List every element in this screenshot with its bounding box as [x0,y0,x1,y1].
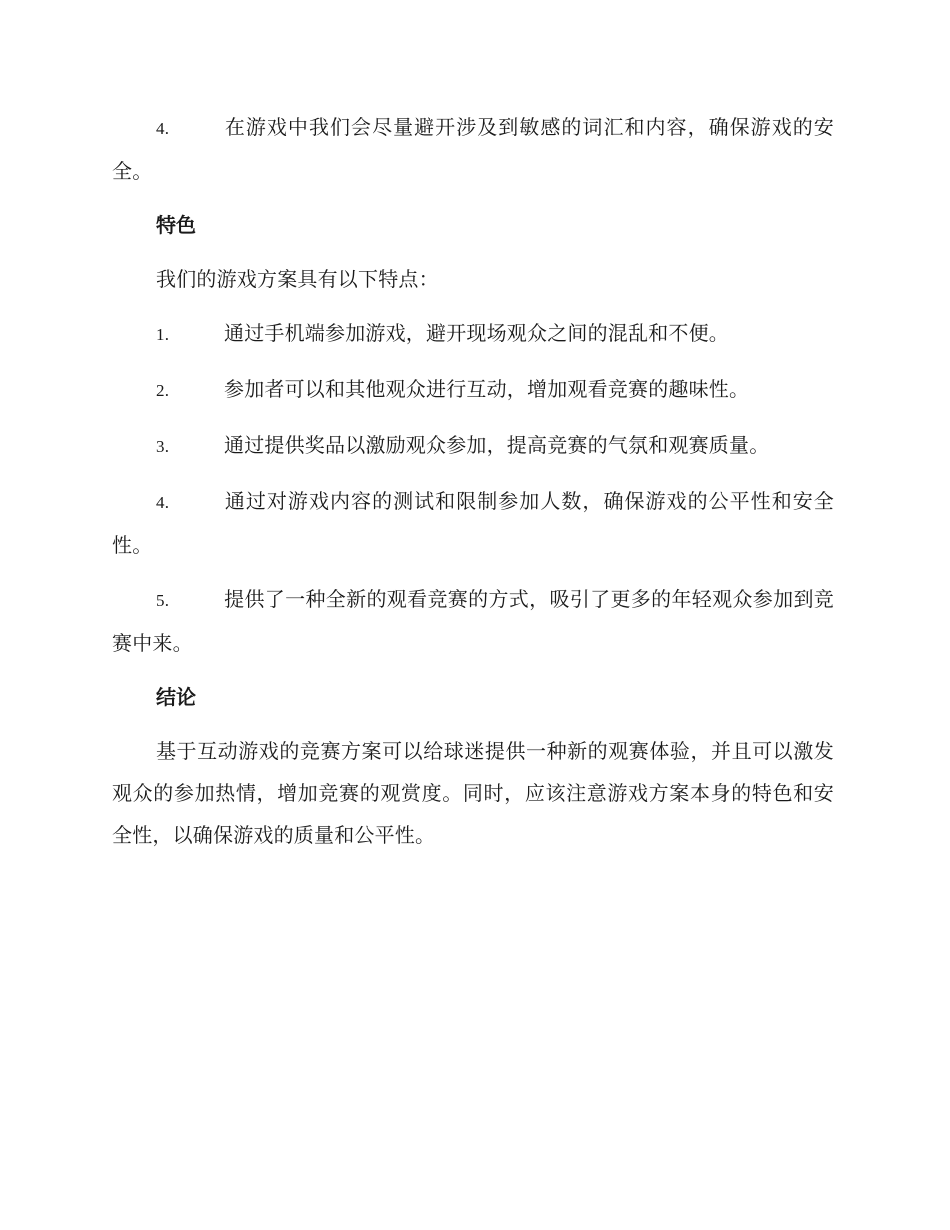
list-number: 3. [156,437,170,456]
list-number: 1. [156,325,170,344]
list-text: 通过对游戏内容的测试和限制参加人数，确保游戏的公平性和安全性。 [112,489,834,557]
list-item [112,368,834,412]
features-heading: 特色 [156,213,196,237]
list-item [112,424,834,468]
document-page [112,106,834,868]
list-text: 提供了一种全新的观看竞赛的方式，吸引了更多的年轻观众参加到竞赛中来。 [112,587,834,655]
list-text: 在游戏中我们会尽量避开涉及到敏感的词汇和内容，确保游戏的安全。 [112,115,834,183]
list-number: 5. [156,591,170,610]
features-intro: 我们的游戏方案具有以下特点： [156,267,439,291]
list-item [112,578,834,664]
list-text: 通过手机端参加游戏，避开现场观众之间的混乱和不便。 [224,321,729,345]
list-number: 4. [156,119,170,138]
list-item [112,312,834,356]
list-item [112,106,834,192]
conclusion-paragraph: 基于互动游戏的竞赛方案可以给球迷提供一种新的观赛体验，并且可以激发观众的参加热情，增加竞赛的观赏度。同时，应该注意游戏方案本身的特色和安全性，以确保游戏的质量和公平性。 [112,739,834,847]
conclusion-heading: 结论 [156,685,196,709]
list-item [112,480,834,566]
list-text: 参加者可以和其他观众进行互动，增加观看竞赛的趣味性。 [224,377,750,401]
list-number: 4. [156,493,170,512]
list-number: 2. [156,381,170,400]
list-text: 通过提供奖品以激励观众参加，提高竞赛的气氛和观赛质量。 [224,433,770,457]
